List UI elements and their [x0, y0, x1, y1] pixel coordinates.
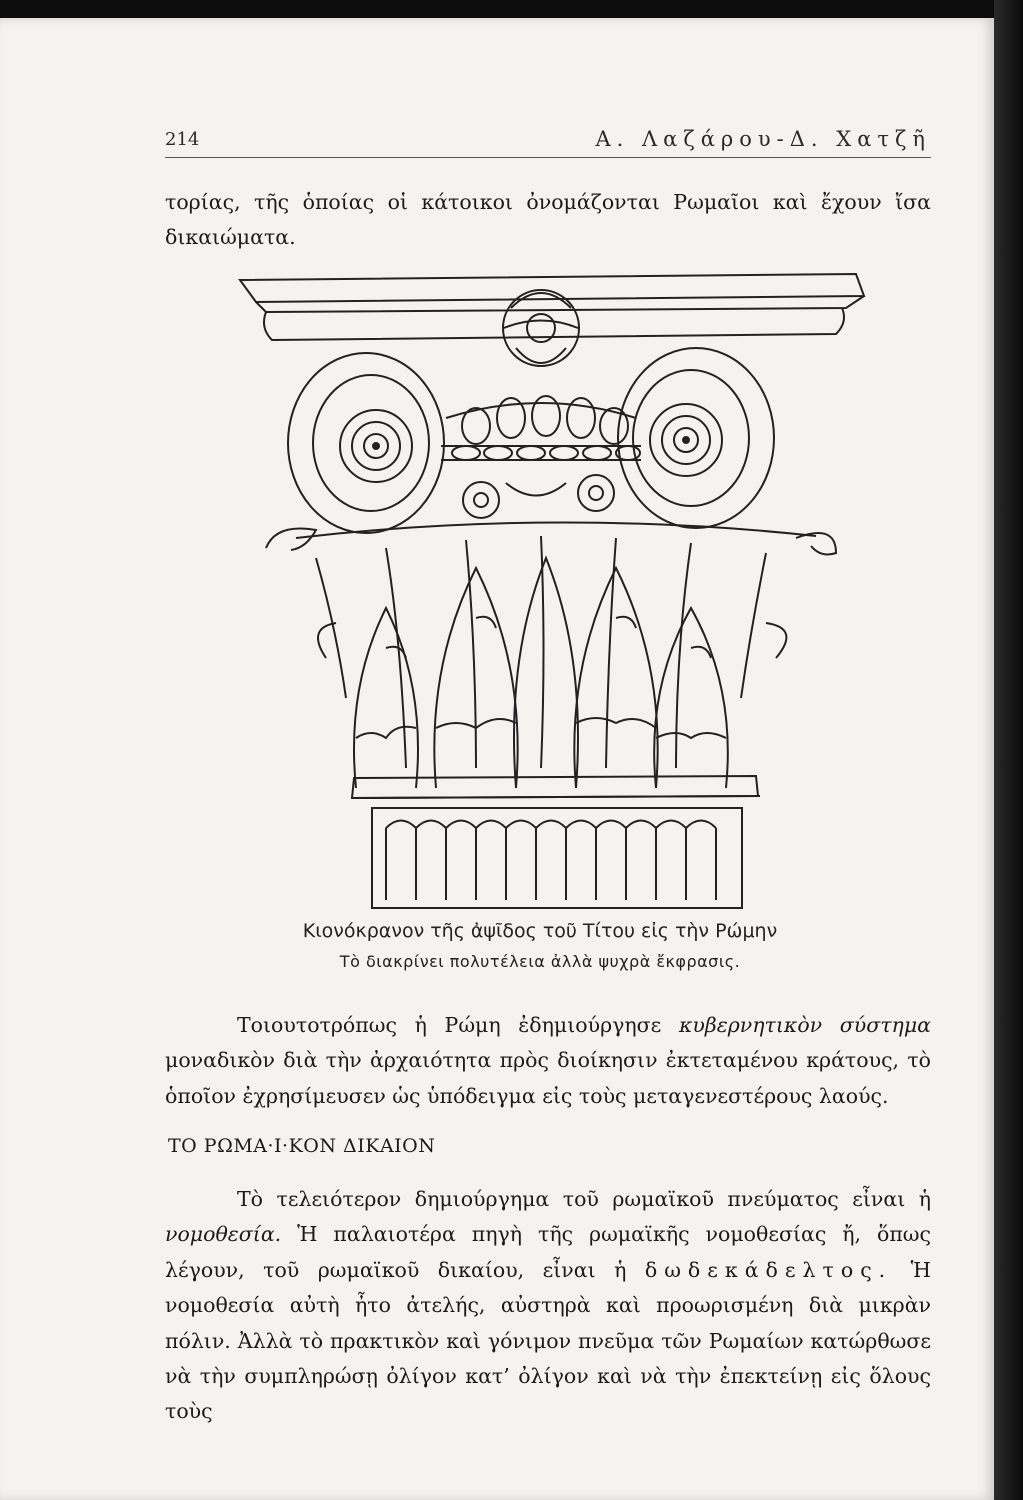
column-base	[352, 776, 760, 908]
page-number: 214	[165, 129, 200, 150]
lower-acanthus-row	[318, 558, 786, 788]
abacus	[240, 274, 864, 302]
paragraph-top	[165, 185, 931, 256]
upper-acanthus-row	[266, 522, 836, 768]
paragraph-bottom-text-2: Ἡ παλαιοτέρα πηγὴ τῆς ρωμαϊκῆς νομοθεσίας ἤ, ὅπως λέγουν, τοῦ ρωμαϊκοῦ δικαίου, εἶναι ἡ	[165, 1222, 931, 1282]
capital-illustration	[236, 268, 876, 918]
paragraph-bottom-spaced-term: δωδεκάδελτος.	[644, 1257, 893, 1282]
paragraph-middle-emphasis: κυβερνητικὸν σύστημα	[678, 1013, 932, 1037]
paragraph-bottom-emphasis: νομοθεσία.	[165, 1222, 282, 1247]
egg-and-dart	[441, 396, 641, 460]
scan-border-right	[994, 0, 1023, 1500]
figure-caption-subtitle: Τὸ διακρίνει πολυτέλεια ἀλλὰ ψυχρὰ ἔκφρασις.	[339, 952, 741, 971]
left-volute	[288, 353, 444, 533]
central-fleuron	[503, 290, 579, 366]
paragraph-middle-text-1: Τοιουτοτρόπως ἡ Ρώμη ἐδημιούργησε	[237, 1013, 679, 1037]
paragraph-bottom-text-1: Τὸ τελειότερον δημιούργημα τοῦ ρωμαϊκοῦ πνεύματος εἶναι ἡ	[237, 1187, 931, 1211]
paragraph-middle-text-2: μοναδικὸν διὰ τὴν ἀρχαιότητα πρὸς διοίκησιν ἐκτεταμένου κράτους, τὸ ὁποῖον ἐχρησίμευσεν ὡς ὑπόδειγμα εἰς τοὺς μεταγενεστέρους λαούς.	[165, 1048, 931, 1108]
figure-caption-title: Κιονόκρανον τῆς ἀψῖδος τοῦ Τίτου εἰς τὴν Ρώμην	[302, 920, 778, 942]
right-volute	[618, 348, 774, 528]
paragraph-middle	[165, 1008, 931, 1114]
running-head: Α. Λαζάρου-Δ. Χατζῆ	[595, 127, 931, 151]
paragraph-top-text: τορίας, τῆς ὁποίας οἱ κάτοικοι ὀνομάζονται Ρωμαῖοι καὶ ἔχουν ἴσα δικαιώματα.	[165, 190, 931, 250]
section-heading: ΤΟ ΡΩΜΑ·Ι·ΚΟΝ ΔΙΚΑΙΟΝ	[168, 1135, 436, 1157]
paragraph-bottom	[165, 1182, 931, 1430]
page-header	[165, 127, 931, 158]
paragraph-bottom-text-3: Ἡ νομοθεσία αὐτὴ ἦτο ἀτελής, αὐστηρὰ καὶ προωρισμένη διὰ μικρὰν πόλιν. Ἀλλὰ τὸ πρακτικὸν καὶ γόνιμον πνεῦμα τῶν Ρωμαίων κατώρθωσε νὰ τὴν συμπληρώσῃ ὀλίγον κατ’ ὀλίγον καὶ νὰ τὴν ἐπεκτείνῃ εἰς ὅλους τοὺς	[165, 1257, 931, 1424]
